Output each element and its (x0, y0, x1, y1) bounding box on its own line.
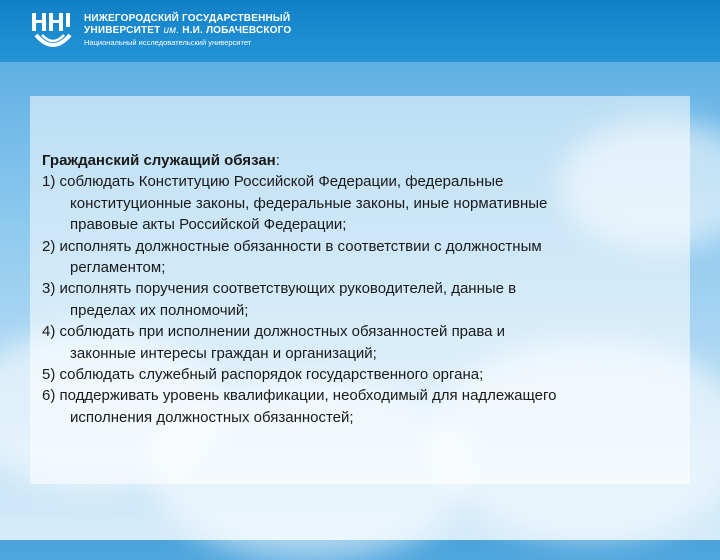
duty-line: правовые акты Российской Федерации; (70, 216, 347, 234)
university-name (84, 13, 291, 48)
duty-line: 3) исполнять поручения соответствующих руководителей, данные в (42, 280, 517, 298)
university-name-line2b: им. (163, 25, 180, 36)
duties-heading (42, 150, 682, 171)
duty-line: пределах их полномочий; (70, 301, 249, 319)
duty-line: исполнения должностных обязанностей; (70, 408, 354, 426)
duty-line: законные интересы граждан и организаций; (70, 344, 377, 362)
duties-heading-bold: Гражданский служащий обязан (42, 152, 276, 169)
nnsu-logo-icon (30, 9, 76, 53)
university-name-line2c: Н.И. ЛОБАЧЕВСКОГО (182, 25, 292, 36)
duties-text (42, 150, 682, 428)
duty-line: 5) соблюдать служебный распорядок государственного органа; (42, 366, 484, 384)
duty-line: 4) соблюдать при исполнении должностных обязанностей права и (42, 323, 506, 341)
duty-line: 2) исполнять должностные обязанности в соответствии с должностным (42, 237, 542, 255)
duty-line: регламентом; (70, 259, 166, 277)
university-name-line1: НИЖЕГОРОДСКИЙ ГОСУДАРСТВЕННЫЙ (84, 13, 291, 24)
duty-line: 1) соблюдать Конституцию Российской Федерации, федеральные (42, 173, 504, 191)
duty-line: 6) поддерживать уровень квалификации, необходимый для надлежащего (42, 387, 557, 405)
university-subtitle: Национальный исследовательский университет (84, 38, 252, 47)
duty-line: конституционные законы, федеральные законы, иные нормативные (70, 194, 548, 212)
university-name-line2a: УНИВЕРСИТЕТ (84, 25, 161, 36)
header-banner (0, 0, 720, 62)
duties-heading-colon: : (275, 152, 280, 169)
